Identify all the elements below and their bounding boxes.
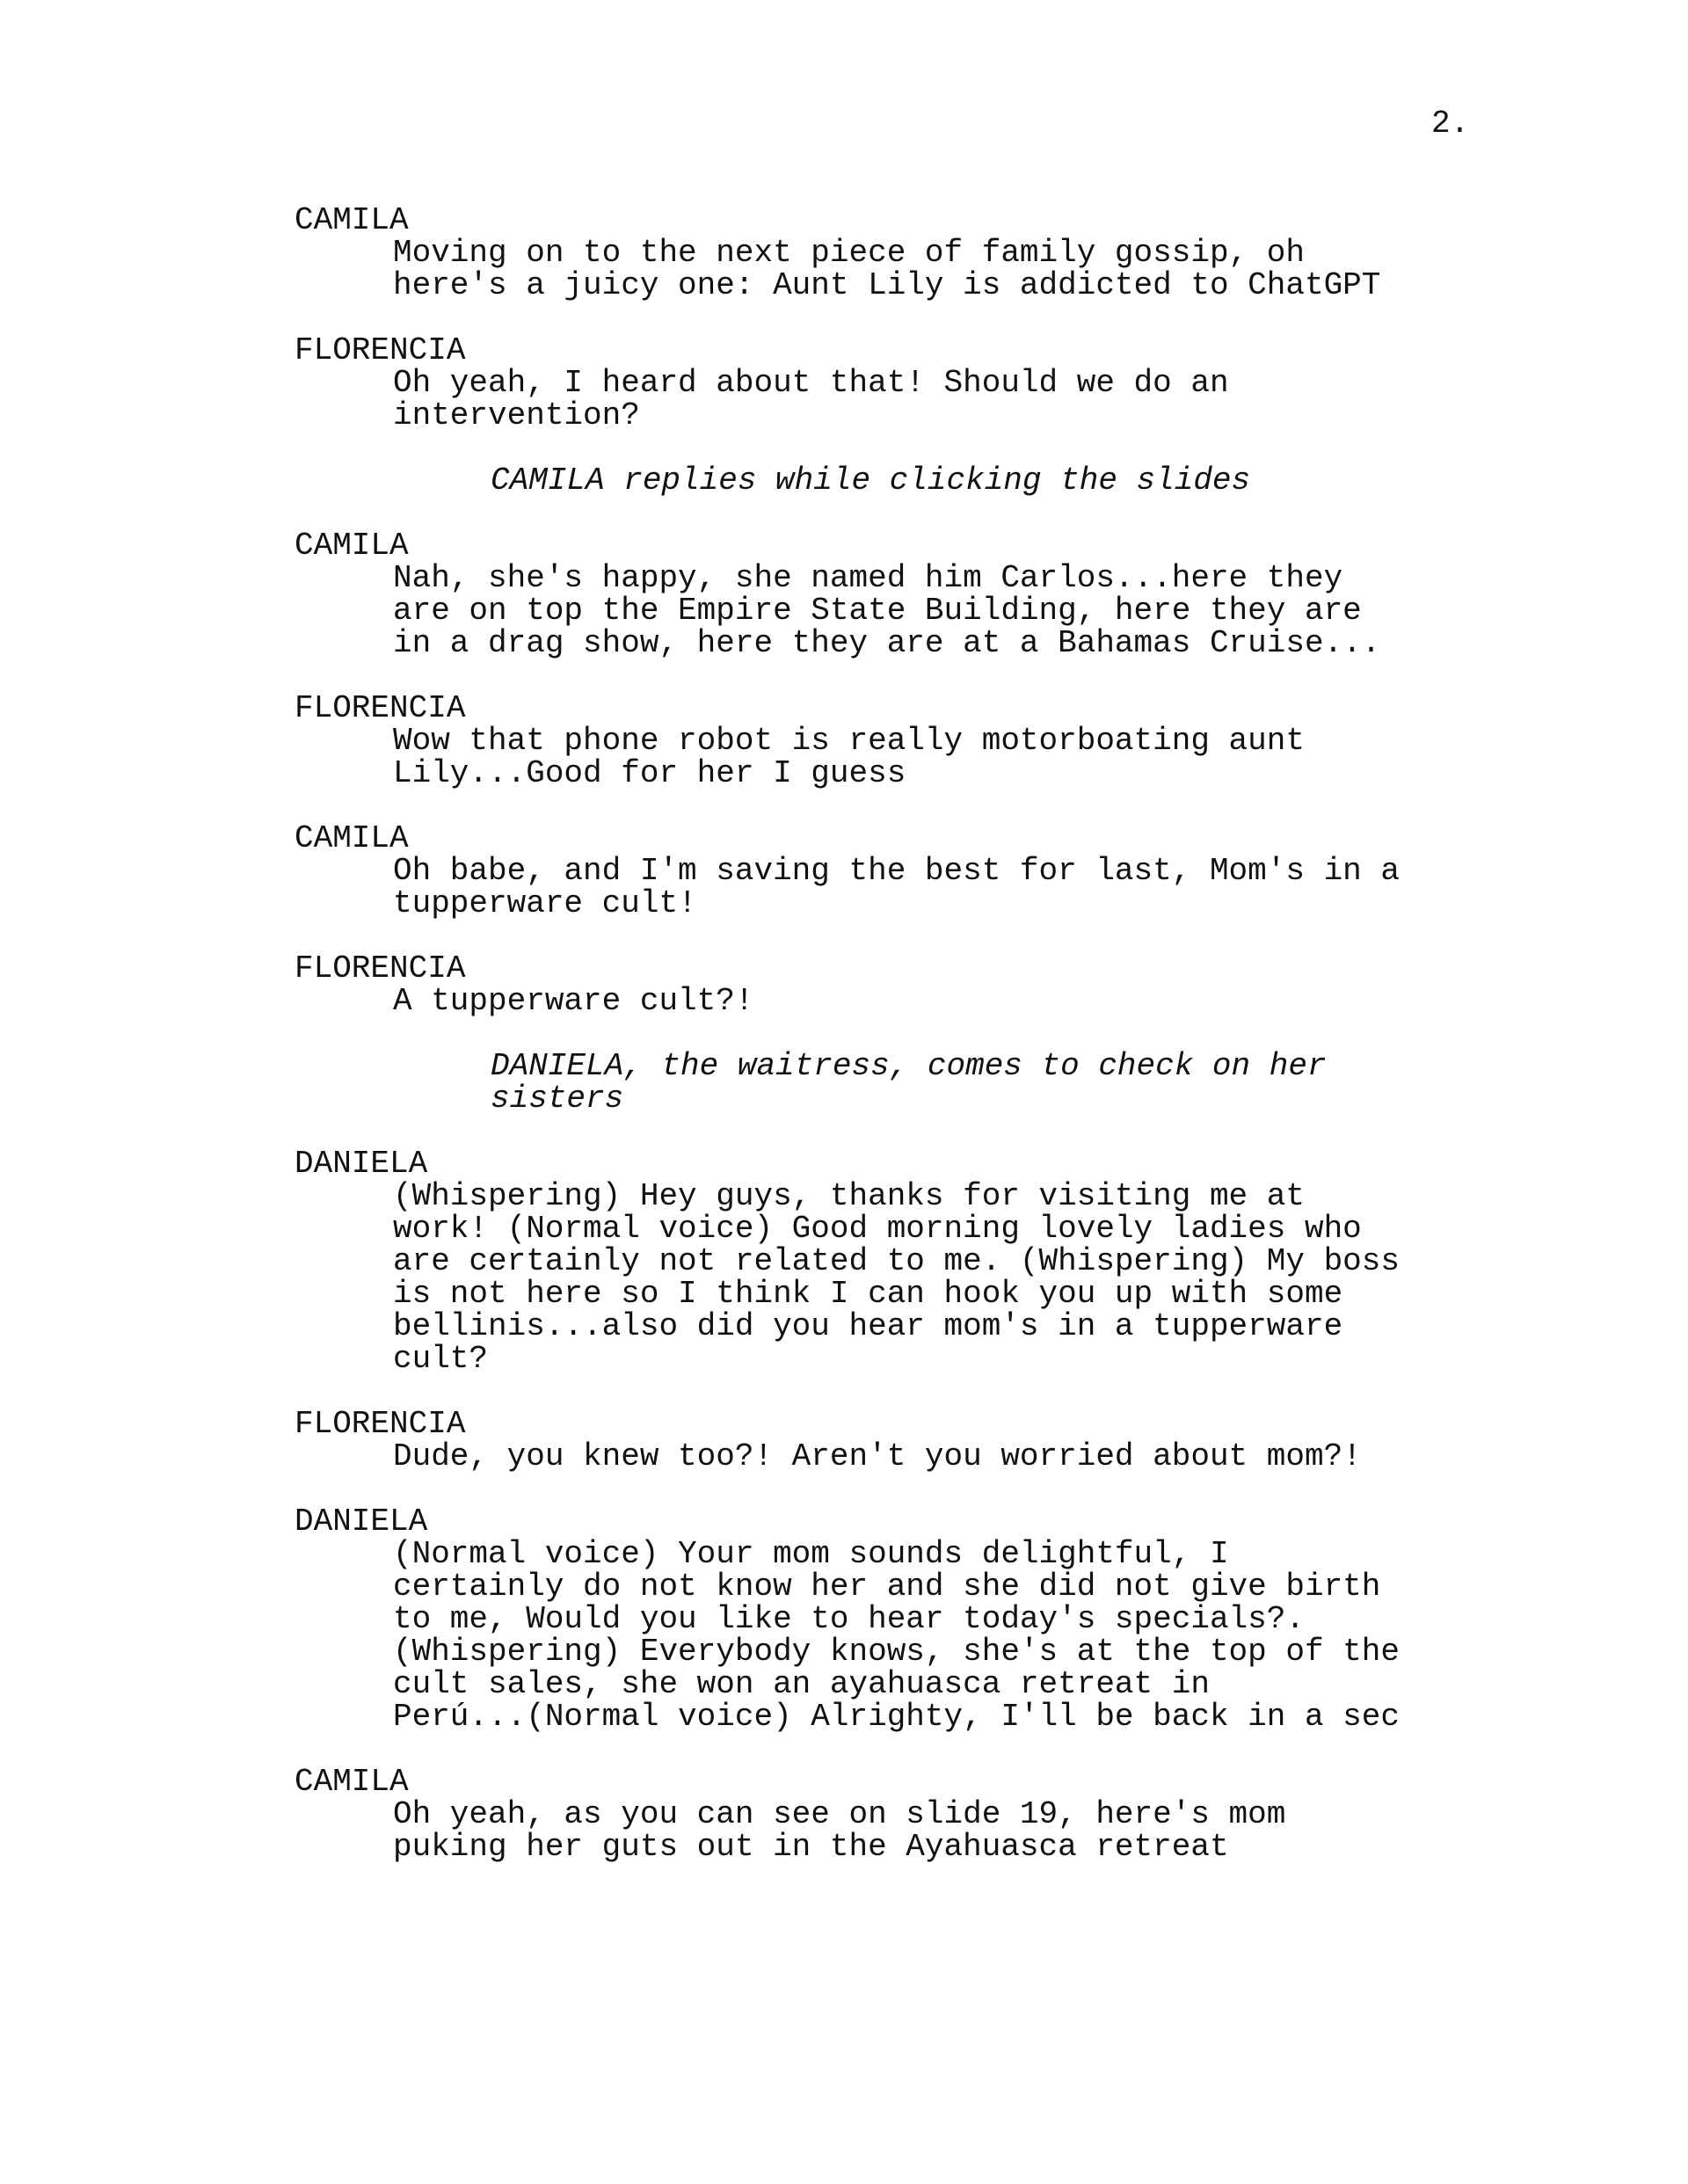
block-spacer [0,497,1688,529]
character-name: CAMILA [295,202,409,238]
block-spacer [0,790,1688,822]
dialogue-line: tupperware cult! [393,885,697,921]
dialogue-line: (Normal voice) Your mom sounds delightful, I [393,1536,1229,1572]
dialogue-line: cult sales, she won an ayahuasca retreat in [393,1666,1210,1702]
page-number: 2. [1431,106,1470,142]
dialogue-block [0,1408,1688,1473]
character-name: DANIELA [295,1503,428,1540]
dialogue-line: certainly do not know her and she did not give birth [393,1569,1381,1605]
dialogue-line: are certainly not related to me. (Whispering) My boss [393,1243,1400,1279]
dialogue-block [0,1505,1688,1733]
character-name: CAMILA [295,528,409,564]
character-name: FLORENCIA [295,1406,466,1442]
dialogue-line: puking her guts out in the Ayahuasca retreat [393,1829,1229,1865]
dialogue-line: Dude, you knew too?! Aren't you worried about mom?! [393,1438,1362,1474]
dialogue-line: (Whispering) Hey guys, thanks for visiting me at [393,1178,1305,1214]
dialogue-line: Oh babe, and I'm saving the best for last, Mom's in a [393,853,1400,889]
action-block [0,1050,1688,1115]
dialogue-line: to me, Would you like to hear today's specials?. [393,1601,1305,1637]
screenplay-body [0,204,1688,1863]
block-spacer [0,1115,1688,1147]
dialogue-block [0,334,1688,432]
block-spacer [0,302,1688,334]
character-name: CAMILA [295,820,409,856]
character-name: DANIELA [295,1146,428,1182]
block-spacer [0,432,1688,464]
dialogue-block [0,1147,1688,1375]
block-spacer [0,1473,1688,1505]
dialogue-block [0,204,1688,302]
action-block [0,464,1688,497]
dialogue-line: are on top the Empire State Building, here they are [393,593,1362,629]
block-spacer [0,920,1688,952]
action-line: sisters [491,1081,624,1117]
dialogue-line: A tupperware cult?! [393,983,754,1019]
dialogue-block [0,822,1688,920]
dialogue-line: Moving on to the next piece of family gossip, oh [393,235,1305,271]
dialogue-line: Oh yeah, I heard about that! Should we do an [393,365,1229,401]
character-name: FLORENCIA [295,950,466,986]
dialogue-line: Perú...(Normal voice) Alrighty, I'll be back in a sec [393,1699,1400,1735]
block-spacer [0,659,1688,692]
dialogue-line: here's a juicy one: Aunt Lily is addicted to ChatGPT [393,267,1381,303]
dialogue-line: Nah, she's happy, she named him Carlos...here they [393,560,1343,596]
action-line: DANIELA, the waitress, comes to check on her [491,1048,1327,1084]
dialogue-line: is not here so I think I can hook you up with some [393,1276,1343,1312]
block-spacer [0,1733,1688,1765]
character-name: CAMILA [295,1764,409,1800]
dialogue-block [0,1765,1688,1863]
character-name: FLORENCIA [295,690,466,726]
dialogue-block [0,529,1688,659]
action-line: CAMILA replies while clicking the slides [491,462,1251,499]
dialogue-block [0,952,1688,1017]
dialogue-line: work! (Normal voice) Good morning lovely ladies who [393,1211,1362,1247]
block-spacer [0,1017,1688,1050]
dialogue-line: cult? [393,1341,489,1377]
dialogue-block [0,692,1688,790]
dialogue-line: Lily...Good for her I guess [393,755,906,791]
dialogue-line: bellinis...also did you hear mom's in a tupperware [393,1308,1343,1344]
character-name: FLORENCIA [295,332,466,368]
dialogue-line: intervention? [393,397,640,433]
dialogue-line: in a drag show, here they are at a Bahamas Cruise... [393,625,1381,661]
block-spacer [0,1375,1688,1408]
dialogue-line: Oh yeah, as you can see on slide 19, here's mom [393,1796,1286,1832]
dialogue-line: (Whispering) Everybody knows, she's at the top of the [393,1634,1400,1670]
dialogue-line: Wow that phone robot is really motorboating aunt [393,723,1305,759]
